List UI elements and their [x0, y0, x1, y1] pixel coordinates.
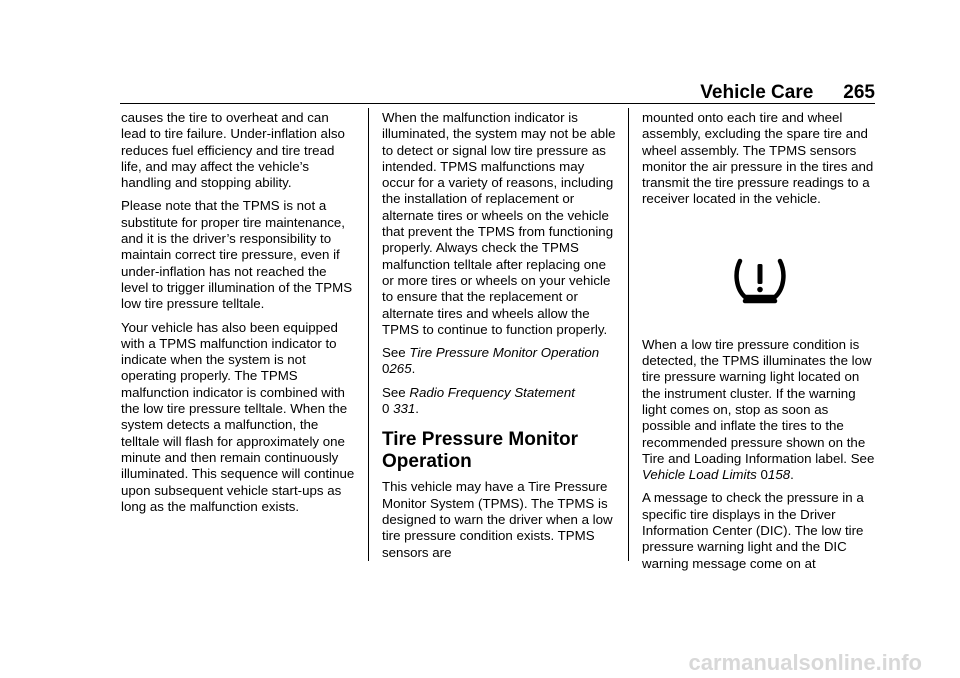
reference-page[interactable]: 331: [393, 401, 416, 417]
section-heading: Tire Pressure Monitor Operation: [382, 429, 579, 473]
column-2: [382, 110, 618, 568]
reference-page[interactable]: 158: [767, 467, 791, 483]
see-text: See: [382, 345, 410, 361]
paragraph: A message to check the pressure in a specific tire displays in the Driver Information Center (DIC). The low tire pressure warning light and the DIC warning message come on at: [642, 490, 864, 571]
page-number: 265: [843, 82, 875, 103]
paragraph: This vehicle may have a Tire Pressure Monitor System (TPMS). The TPMS is designed to warn the driver when a low tire pressure condition exists. TPMS sensors are: [382, 479, 613, 560]
page-header: [120, 82, 875, 104]
reference-link[interactable]: Radio Frequency Statement: [409, 384, 575, 400]
low-tire-pressure-icon: [732, 255, 788, 305]
watermark: carmanualsonline.info: [0, 648, 960, 678]
page-arrow: 0: [382, 361, 390, 377]
column-divider: [368, 108, 369, 561]
section-title: Vehicle Care: [700, 82, 814, 103]
paragraph-text: When a low tire pressure condition is detected, the TPMS illuminates the low tire pressure warning light located on the instrument cluster. If the warning light comes on, stop as soon as possible and inflate the tires to the recommended pressure shown on the Tire and Loading Information label. See: [642, 336, 875, 466]
reference-link[interactable]: Vehicle Load Limits: [642, 467, 757, 483]
cross-reference: See Radio Frequency Statement 0 331.: [382, 384, 575, 417]
reference-page[interactable]: 265: [389, 361, 412, 377]
paragraph: Please note that the TPMS is not a substitute for proper tire maintenance, and it is the driver’s responsibility to maintain correct tire pressure, even if under-inflation has not reached the level to trigger illumination of the TPMS low tire pressure telltale.: [121, 198, 353, 312]
page-arrow: 0: [760, 467, 768, 483]
page-arrow: 0: [382, 401, 390, 417]
column-1: [121, 110, 357, 522]
paragraph: Your vehicle has also been equipped with a TPMS malfunction indicator to indicate when the system is not operating properly. The TPMS malfunction indicator is combined with the low tire pressure telltale. When the system detects a malfunction, the telltale will flash for approximately one minute and then remain continuously illuminated. This sequence will continue upon subsequent vehicle start-ups as long as the malfunction exists.: [121, 319, 355, 514]
reference-link[interactable]: Tire Pressure Monitor Operation: [409, 345, 600, 361]
see-text: See: [382, 384, 410, 400]
paragraph: causes the tire to overheat and can lead to tire failure. Under-inflation also reduces fuel efficiency and tire tread life, and may affect the vehicle’s handling and stopping ability.: [121, 110, 345, 191]
cross-reference: See Tire Pressure Monitor Operation 0265.: [382, 345, 600, 377]
column-3: [642, 110, 878, 579]
paragraph: mounted onto each tire and wheel assembly, excluding the spare tire and wheel assembly. The TPMS sensors monitor the air pressure in the tires and transmit the tire pressure readings to a receiver located in the vehicle.: [642, 110, 874, 207]
header-rule: [120, 103, 875, 104]
paragraph: When a low tire pressure condition is detected, the TPMS illuminates the low tire pressure warning light located on the instrument cluster. If the warning light comes on, stop as soon as possible and inflate the tires to the recommended pressure shown on the Tire and Loading Information label. See Vehicle Load Limits 0158.: [642, 336, 875, 483]
paragraph: When the malfunction indicator is illuminated, the system may not be able to detect or signal low tire pressure as intended. TPMS malfunctions may occur for a variety of reasons, including the installation of replacement or alternate tires or wheels on the vehicle that prevent the TPMS from functioning properly. Always check the TPMS malfunction telltale after replacing one or more tires or wheels on your vehicle to ensure that the replacement or alternate tires and wheels allow the TPMS to continue to function properly.: [382, 110, 616, 337]
icon-container: [642, 215, 878, 337]
column-divider: [628, 108, 629, 561]
